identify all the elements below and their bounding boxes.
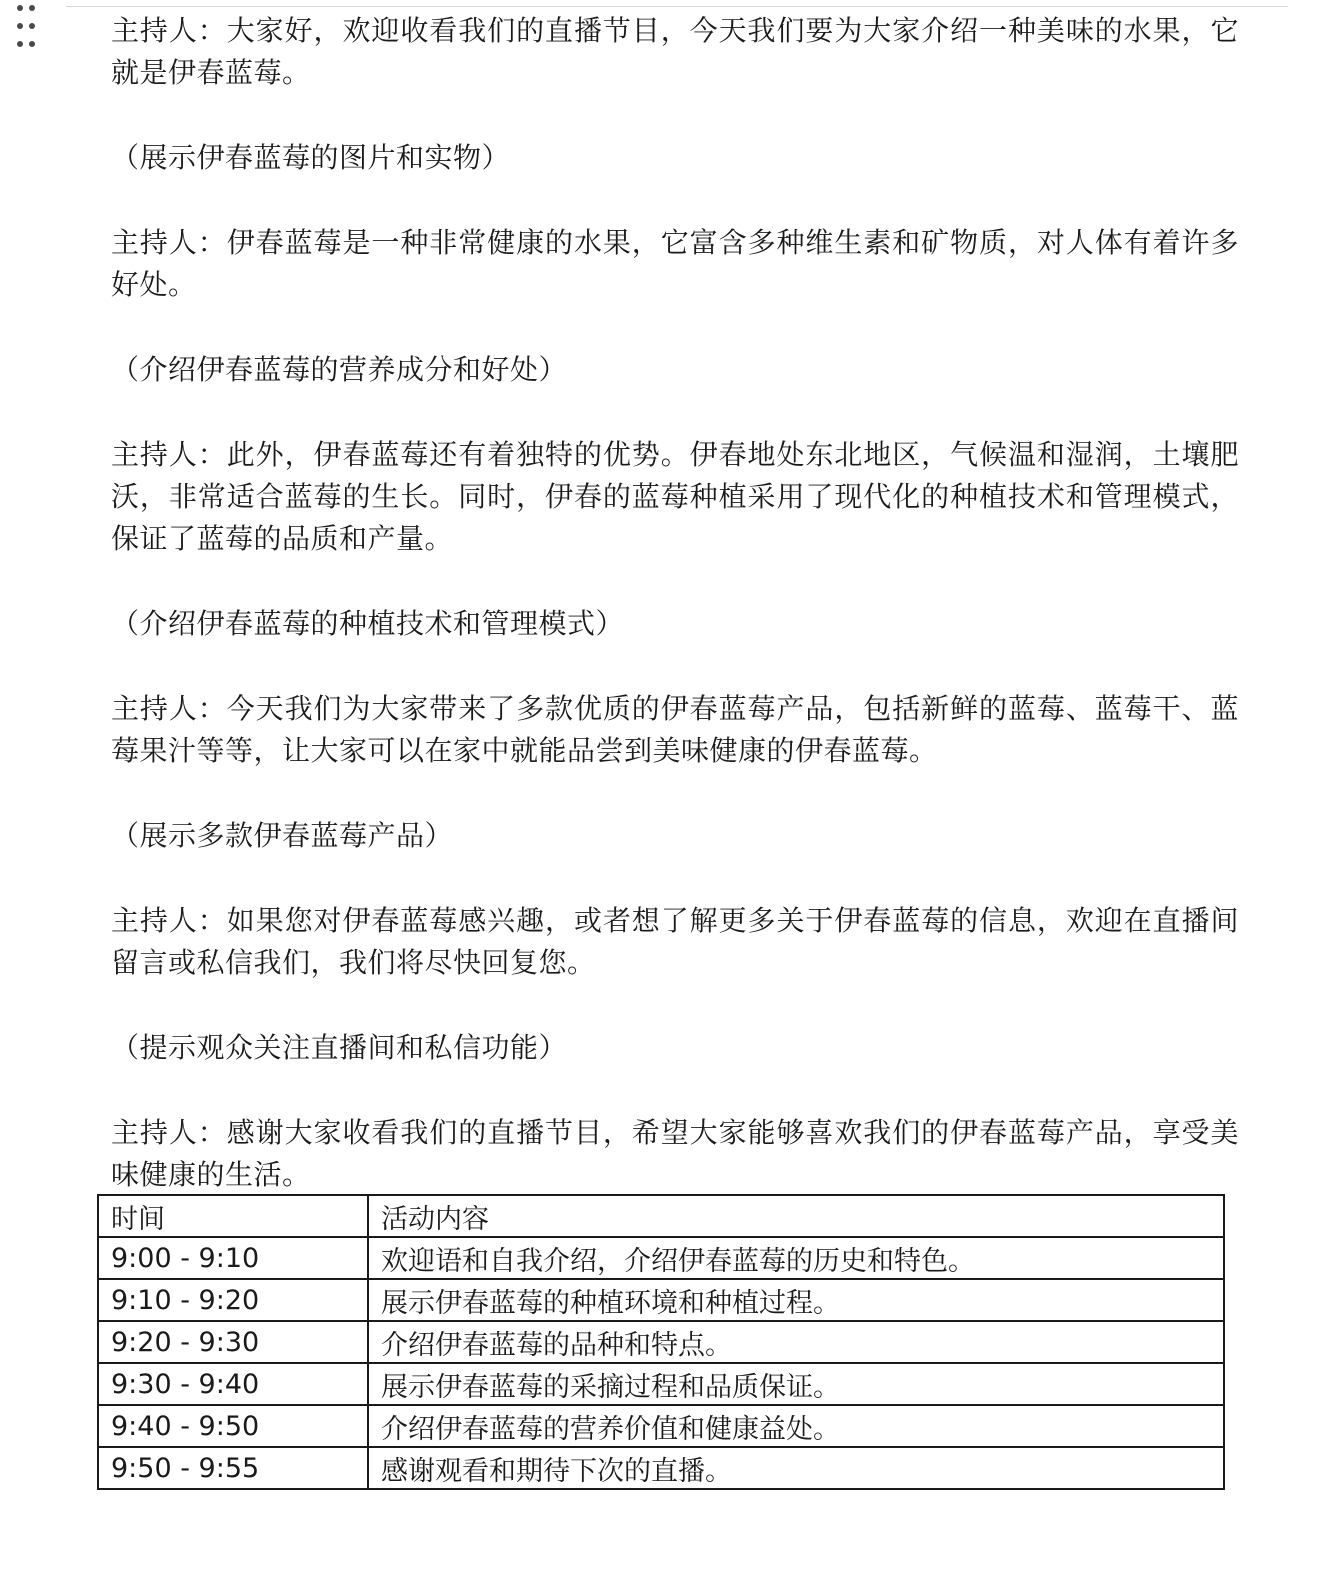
time-cell: 9:00 - 9:10 <box>98 1237 368 1279</box>
time-cell: 9:20 - 9:30 <box>98 1321 368 1363</box>
host-line: 主持人：此外，伊春蓝莓还有着独特的优势。伊春地处东北地区，气候温和湿润，土壤肥沃，非常适合蓝莓的生长。同时，伊春的蓝莓种植采用了现代化的种植技术和管理模式，保证了蓝莓的品质和产量。 <box>111 438 1239 555</box>
activity-cell: 介绍伊春蓝莓的营养价值和健康益处。 <box>368 1405 1224 1447</box>
host-line: 主持人：伊春蓝莓是一种非常健康的水果，它富含多种维生素和矿物质，对人体有着许多好处。 <box>111 226 1239 301</box>
table-row <box>98 1363 1224 1405</box>
stage-direction: （介绍伊春蓝莓的营养成分和好处） <box>111 353 568 386</box>
table-row <box>98 1321 1224 1363</box>
header-activity: 活动内容 <box>368 1195 1224 1237</box>
table-row <box>98 1279 1224 1321</box>
header-time: 时间 <box>98 1195 368 1237</box>
stage-direction: （展示伊春蓝莓的图片和实物） <box>111 141 511 174</box>
activity-cell: 展示伊春蓝莓的采摘过程和品质保证。 <box>368 1363 1224 1405</box>
host-line: 主持人：大家好，欢迎收看我们的直播节目，今天我们要为大家介绍一种美味的水果，它就是伊春蓝莓。 <box>111 14 1239 89</box>
table-header-row <box>98 1195 1224 1237</box>
time-cell: 9:50 - 9:55 <box>98 1447 368 1489</box>
activity-cell: 介绍伊春蓝莓的品种和特点。 <box>368 1321 1224 1363</box>
table-row <box>98 1237 1224 1279</box>
host-line: 主持人：今天我们为大家带来了多款优质的伊春蓝莓产品，包括新鲜的蓝莓、蓝莓干、蓝莓果汁等等，让大家可以在家中就能品尝到美味健康的伊春蓝莓。 <box>111 692 1239 767</box>
script-body <box>111 10 1239 1196</box>
activity-cell: 感谢观看和期待下次的直播。 <box>368 1447 1224 1489</box>
host-line: 主持人：如果您对伊春蓝莓感兴趣，或者想了解更多关于伊春蓝莓的信息，欢迎在直播间留言或私信我们，我们将尽快回复您。 <box>111 904 1239 979</box>
schedule-table <box>97 1194 1225 1490</box>
table-row <box>98 1447 1224 1489</box>
table-row <box>98 1405 1224 1447</box>
stage-direction: （提示观众关注直播间和私信功能） <box>111 1031 568 1064</box>
stage-direction: （介绍伊春蓝莓的种植技术和管理模式） <box>111 607 625 640</box>
activity-cell: 欢迎语和自我介绍，介绍伊春蓝莓的历史和特色。 <box>368 1237 1224 1279</box>
time-cell: 9:40 - 9:50 <box>98 1405 368 1447</box>
time-cell: 9:10 - 9:20 <box>98 1279 368 1321</box>
page-top-divider <box>66 6 1288 7</box>
host-line: 主持人：感谢大家收看我们的直播节目，希望大家能够喜欢我们的伊春蓝莓产品，享受美味健康的生活。 <box>111 1116 1239 1191</box>
stage-direction: （展示多款伊春蓝莓产品） <box>111 819 454 852</box>
time-cell: 9:30 - 9:40 <box>98 1363 368 1405</box>
activity-cell: 展示伊春蓝莓的种植环境和种植过程。 <box>368 1279 1224 1321</box>
drag-handle-icon[interactable] <box>17 5 41 49</box>
